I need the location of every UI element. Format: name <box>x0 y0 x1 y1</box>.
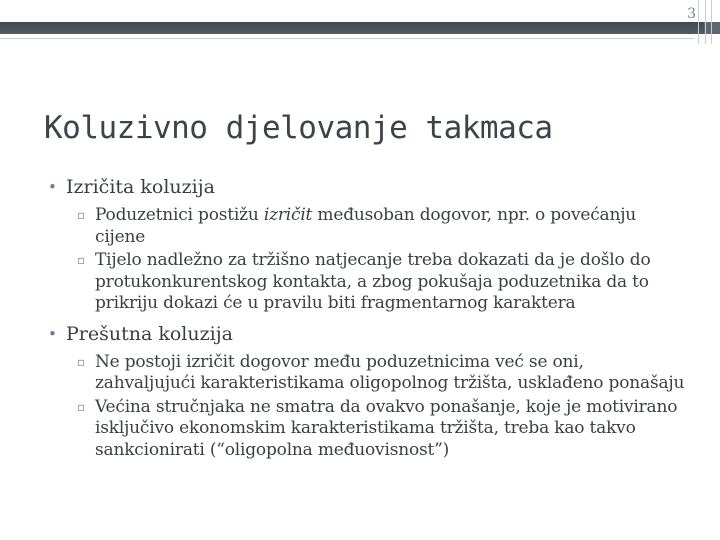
bullet-text: Izričita koluzija <box>66 176 215 198</box>
square-bullet-icon: ▫ <box>77 354 85 369</box>
sub-bullet-item <box>77 250 688 315</box>
sub-bullet-text: međusoban dogovor, npr. o povećanju cijene <box>95 205 637 247</box>
sub-bullet-list <box>48 352 688 462</box>
bullet-item <box>48 323 688 345</box>
square-bullet-icon: ▫ <box>77 253 85 267</box>
header-rule <box>0 38 694 39</box>
bullet-item <box>48 176 688 198</box>
square-bullet-icon: ▫ <box>77 399 85 414</box>
sub-bullet-text: Poduzetnici postižu <box>95 205 264 225</box>
sub-bullet-text: Tijelo nadležno za tržišno natjecanje treba dokazati da je došlo do protukonkurentskog kontakta, a zbog pokušaja poduzetnika da to prikriju dokazi će u pravilu biti fragmentarnog karaktera <box>95 250 651 313</box>
header-divider <box>711 0 712 44</box>
bullet-text: Prešutna koluzija <box>66 322 233 345</box>
bullet-dot-icon: • <box>48 178 57 196</box>
header-band-edge <box>704 22 720 34</box>
sub-bullet-item <box>77 352 688 395</box>
sub-bullet-text: Ne postoji izričit dogovor među poduzetnicima već se oni, zahvaljujući karakteristikama oligopolnog tržišta, usklađeno ponašaju <box>95 351 685 393</box>
sub-bullet-list <box>48 205 688 315</box>
square-bullet-icon: ▫ <box>77 208 85 222</box>
sub-bullet-item <box>77 205 688 248</box>
slide-content <box>48 176 688 461</box>
page-number: 3 <box>687 6 696 22</box>
bullet-dot-icon: • <box>48 324 57 343</box>
header-divider <box>698 0 699 44</box>
header-divider <box>705 0 706 44</box>
sub-bullet-item <box>77 397 688 462</box>
slide-title: Koluzivno djelovanje takmaca <box>44 110 553 146</box>
sub-bullet-text: Većina stručnjaka ne smatra da ovakvo ponašanje, koje je motivirano isključivo ekonomskim karakteristikama tržišta, treba kao takvo sankcionirati (“oligopolna međuovisnost”) <box>95 396 678 460</box>
header-band <box>0 22 704 34</box>
emphasized-text: izričit <box>263 205 313 225</box>
